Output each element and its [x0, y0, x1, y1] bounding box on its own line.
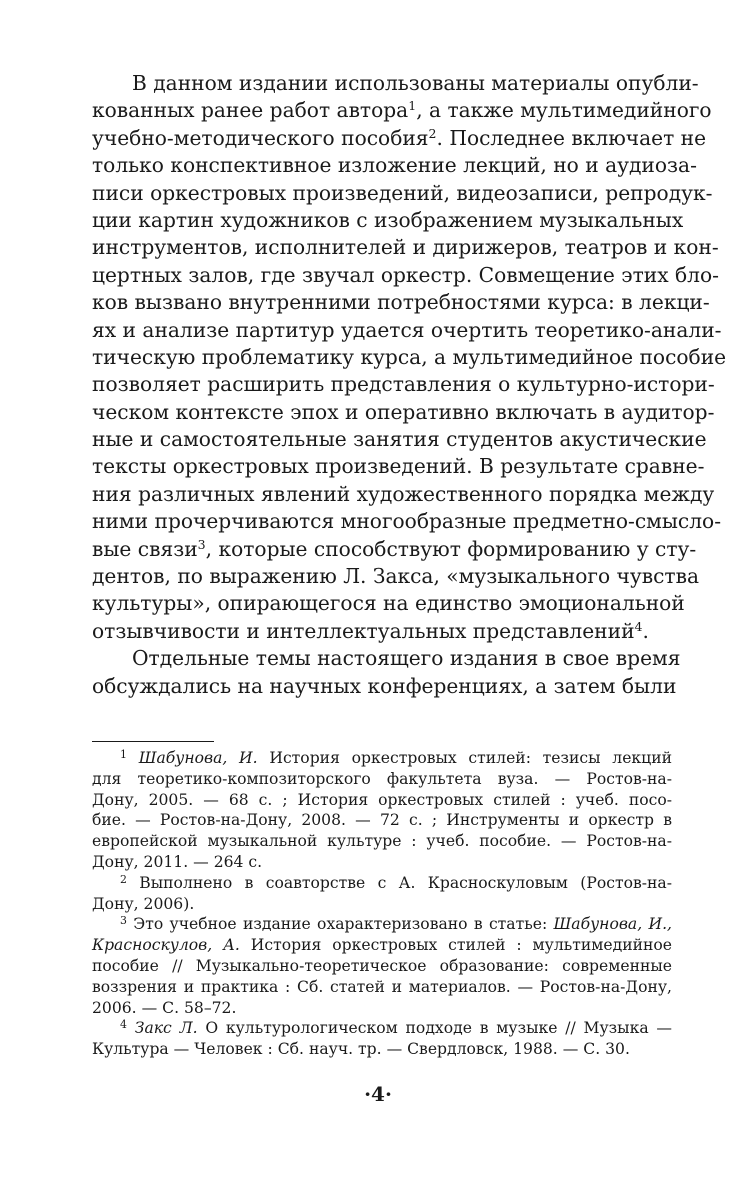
footnote-line: Культура — Человек : Сб. науч. тр. — Свердловск, 1988. — С. 30.	[92, 1040, 630, 1059]
paragraph-line: тическую проблематику курса, а мультимедийное пособие	[92, 344, 727, 369]
footnote-4: $^4$ Закс Л. О культурологическом подходе в музыке // Музыка —	[120, 1018, 672, 1038]
paragraph-line: культуры», опирающегося на единство эмоциональной	[92, 591, 685, 616]
footnote-line: европейской музыкальной культуре : учеб. пособие. — Ростов-на-	[92, 832, 672, 851]
paragraph-line: ними прочерчиваются многообразные предметно-смысло-	[92, 509, 722, 534]
paragraph-line: кованных ранее работ автора$^1$, а также мультимедийного	[92, 98, 712, 123]
footnote-line: воззрения и практика : Сб. статей и материалов. — Ростов-на-Дону,	[92, 977, 672, 996]
footnote-3: $^3$ Это учебное издание охарактеризовано в статье: Шабунова, И.,	[120, 914, 672, 934]
paragraph-line: писи оркестровых произведений, видеозаписи, репродук-	[92, 180, 713, 205]
paragraph-line: тексты оркестровых произведений. В результате сравне-	[92, 454, 705, 479]
footnote-divider	[92, 741, 214, 742]
footnote-2: $^2$ Выполнено в соавторстве с А. Красноскуловым (Ростов-на-	[120, 872, 672, 892]
footnote-line: Красноскулов, А. История оркестровых стилей : мультимедийное	[92, 936, 673, 955]
paragraph-line: ции картин художников с изображением музыкальных	[92, 207, 684, 232]
paragraph-line: дентов, по выражению Л. Закса, «музыкального чувства	[92, 564, 699, 589]
paragraph-line: ческом контексте эпох и оперативно включать в аудитор-	[92, 399, 715, 424]
footnote-ref[interactable]: 2	[428, 125, 437, 141]
paragraph-line: только конспективное изложение лекций, но и аудиоза-	[92, 153, 697, 178]
paragraph-line: ков вызвано внутренними потребностями курса: в лекци-	[92, 290, 710, 315]
paragraph-line: ях и анализе партитур удается очертить теоретико-анали-	[92, 317, 722, 342]
paragraph-line: обсуждались на научных конференциях, а затем были	[92, 673, 677, 698]
footnote-line: Дону, 2006).	[92, 894, 195, 913]
paragraph-line: отзывчивости и интеллектуальных представлений$^4$.	[92, 618, 649, 643]
footnote-line: Дону, 2005. — 68 с. ; История оркестровых стилей : учеб. посо-	[92, 790, 672, 809]
footnote-ref[interactable]: 1	[408, 98, 417, 114]
footnote-line: для теоретико-композиторского факультета вуза. — Ростов-на-	[92, 769, 672, 788]
footnote-line: Дону, 2011. — 264 с.	[92, 852, 263, 871]
footnotes	[92, 748, 672, 1060]
footnote-ref[interactable]: 3	[197, 536, 206, 552]
paragraph-line: позволяет расширить представления о культурно-истори-	[92, 372, 715, 397]
paragraph-line: инструментов, исполнителей и дирижеров, театров и кон-	[92, 235, 719, 260]
paragraph-line: Отдельные темы настоящего издания в свое время	[132, 646, 681, 671]
footnote-line: пособие // Музыкально-теоретическое образование: современные	[92, 956, 672, 975]
footnote-line: бие. — Ростов-на-Дону, 2008. — 72 с. ; Инструменты и оркестр в	[92, 811, 672, 830]
paragraph-line: вые связи$^3$, которые способствуют формированию у сту-	[92, 536, 697, 561]
footnote-ref[interactable]: 4	[634, 618, 643, 634]
paragraph-line: ния различных явлений художественного порядка между	[92, 481, 715, 506]
page-number: ·4·	[364, 1082, 392, 1106]
main-text	[92, 70, 727, 700]
paragraph-line: ные и самостоятельные занятия студентов акустические	[92, 427, 707, 452]
footnote-1: $^1$ Шабунова, И. История оркестровых стилей: тезисы лекций	[120, 748, 672, 767]
paragraph-line: учебно-методического пособия$^2$. Последнее включает не	[92, 125, 707, 150]
footnote-line: 2006. — С. 58–72.	[92, 998, 237, 1017]
paragraph-line: В данном издании использованы материалы опубли-	[132, 71, 699, 95]
paragraph-line: цертных залов, где звучал оркестр. Совмещение этих бло-	[92, 262, 719, 287]
